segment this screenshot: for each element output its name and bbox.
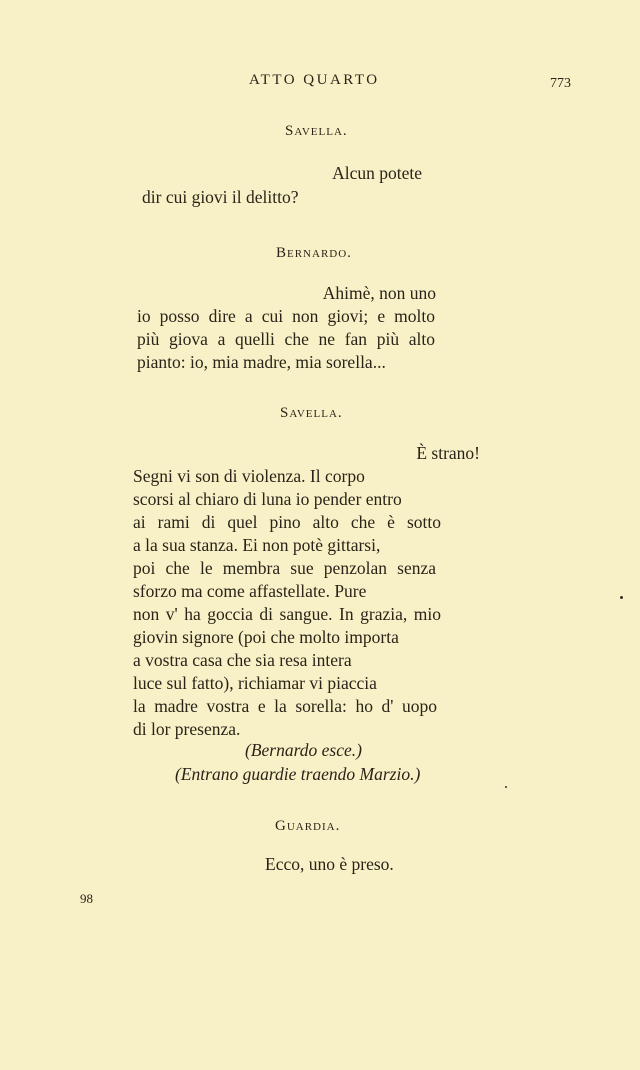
stage-direction: (Entrano guardie traendo Marzio.) <box>175 764 421 784</box>
verse-line: luce sul fatto), richiamar vi piaccia <box>133 673 377 693</box>
verse-line: io posso dire a cui non giovi; e molto <box>137 306 435 326</box>
ink-speck <box>620 596 623 599</box>
verse-line: ai rami di quel pino alto che è sotto <box>133 512 441 532</box>
page-number: 773 <box>550 76 571 91</box>
verse-line: Ahimè, non uno <box>322 283 436 303</box>
verse-line: giovin signore (poi che molto importa <box>133 627 399 647</box>
verse-line: Segni vi son di violenza. Il corpo <box>133 466 365 486</box>
verse-line: a la sua stanza. Ei non potè gittarsi, <box>133 535 381 555</box>
speaker-guardia: Guardia. <box>275 818 341 834</box>
verse-line: di lor presenza. <box>133 719 241 739</box>
stage-direction: (Bernardo esce.) <box>245 740 362 760</box>
verse-line: sforzo ma come affastellate. Pure <box>133 581 367 601</box>
verse-line: poi che le membra sue penzolan senza <box>133 558 436 578</box>
running-header: ATTO QUARTO <box>249 72 380 88</box>
verse-line: Alcun potete <box>332 163 422 183</box>
verse-line: la madre vostra e la sorella: ho d' uopo <box>133 696 437 716</box>
verse-line: non v' ha goccia di sangue. In grazia, mio <box>133 604 441 624</box>
speaker-savella: Savella. <box>280 405 343 421</box>
verse-line: Ecco, uno è preso. <box>265 854 394 874</box>
verse-line: pianto: io, mia madre, mia sorella... <box>137 352 386 372</box>
verse-line: dir cui giovi il delitto? <box>142 187 299 207</box>
speaker-bernardo: Bernardo. <box>276 245 352 261</box>
speaker-savella: Savella. <box>285 123 348 139</box>
verse-line: È strano! <box>416 443 480 463</box>
signature-mark: 98 <box>80 891 93 906</box>
ink-speck <box>505 786 507 788</box>
verse-line: a vostra casa che sia resa intera <box>133 650 352 670</box>
verse-line: scorsi al chiaro di luna io pender entro <box>133 489 402 509</box>
verse-line: più giova a quelli che ne fan più alto <box>137 329 435 349</box>
